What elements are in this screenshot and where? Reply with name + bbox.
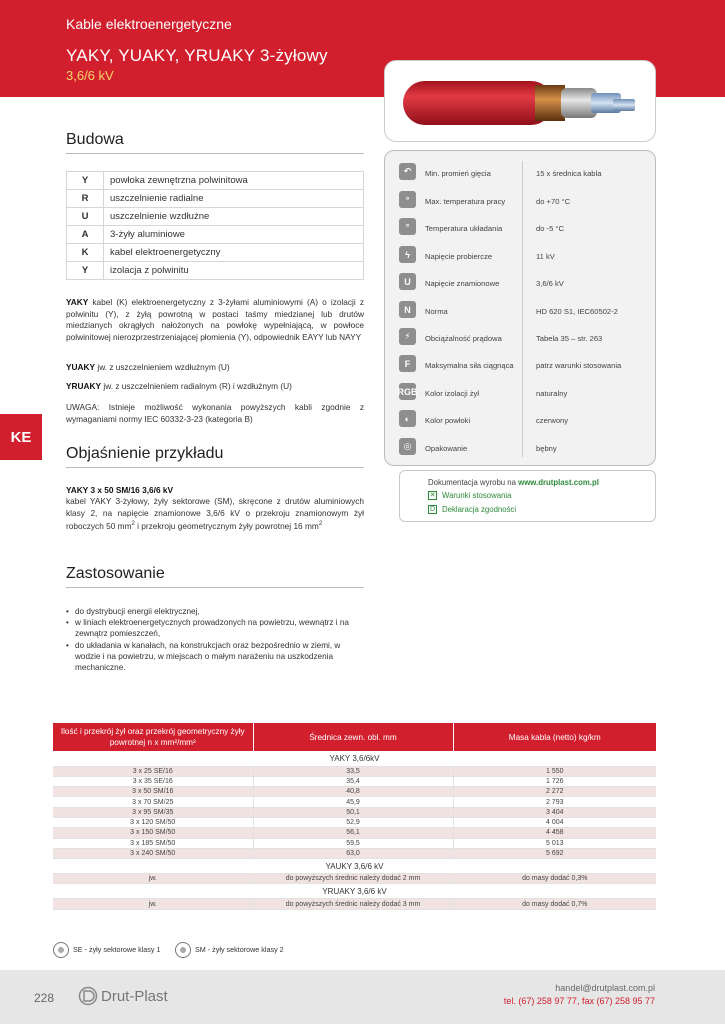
table-cell: 4 004 [453,817,656,827]
brand-logo: Drut-Plast [78,986,168,1006]
table-cell: 3 x 150 SM/50 [53,828,253,838]
table-cell: 3 x 95 SM/35 [53,807,253,817]
parameter-value: bębny [536,444,557,453]
table-row [67,244,364,262]
parameter-value: czerwony [536,416,569,425]
table-row [53,787,656,797]
column-header: Średnica zewn. obl. mm [253,723,453,751]
group-label: YAUKY 3,6/6 kV [53,859,656,874]
column-header: Masa kabla (netto) kg/km [453,723,656,751]
page-number: 228 [34,991,55,1005]
declaration-link[interactable]: D Deklaracja zgodności [429,505,517,514]
table-row [53,817,656,827]
parameter-label: Opakowanie [425,444,468,453]
table-cell: jw. [53,899,253,909]
table-cell: 52,9 [253,817,453,827]
budowa-letter: Y [67,172,104,190]
table-cell: 3 x 50 SM/16 [53,787,253,797]
usage-title: Zastosowanie [66,565,165,582]
parameter-row [385,298,657,325]
table-row [53,848,656,858]
group-row-yauky [53,859,656,874]
parameter-row [385,380,657,407]
table-cell: 59,5 [253,838,453,848]
parameter-row [385,160,657,187]
example-divider [66,467,364,468]
contact-email[interactable]: handel@drutplast.com.pl [555,983,655,993]
contact-phone: tel. (67) 258 97 77, fax (67) 258 95 77 [503,996,655,1006]
table-row [67,208,364,226]
parameter-value: naturalny [536,389,568,398]
parameter-label: Min. promień gięcia [425,169,491,178]
table-cell: do powyższych średnic należy dodać 3 mm [253,899,453,909]
table-row [67,190,364,208]
table-cell: 45,9 [253,797,453,807]
cable-image [384,60,656,142]
sector-core-icon [53,942,69,958]
budowa-divider [66,153,364,154]
budowa-desc: powłoka zewnętrzna polwinitowa [104,172,364,190]
table-cell: 1 726 [453,776,656,786]
table-cell: 5 013 [453,838,656,848]
parameter-value: do +70 °C [536,197,571,206]
parameter-value: HD 620 S1, IEC60502-2 [536,307,618,316]
table-cell: 2 793 [453,797,656,807]
group-row-yaky [53,751,656,766]
parameter-label: Norma [425,307,448,316]
iec-note: UWAGA: Istnieje możliwość wykonania powyższych kabli zgodnie z wymaganiami normy IEC 60332-3-23 (kategoria B) [66,402,364,424]
table-row [53,874,656,884]
test-voltage-icon: ϟ [399,246,416,263]
terms-link[interactable]: ✕ Warunki stosowania [429,491,512,500]
budowa-desc: 3-żyły aluminiowe [104,226,364,244]
parameter-label: Temperatura układania [425,224,503,233]
rated-voltage-icon: U [399,273,416,290]
max-temperature-icon: ° [399,191,416,208]
parameter-row [385,215,657,242]
table-row [67,262,364,280]
pulling-force-icon: F [399,355,416,372]
yaky-description: YAKY kabel (K) elektroenergetyczny z 3-żyłami aluminiowymi (A) o izolacji z polwinitu (Y), z żyłą powrotną w postaci taśmy miedzianej lub drutów miedzianych okrągłych nałożonych na powłokę wypełniającą, w powłoce polwinitowej nierozprzestrzeniającej płomienia (Y), odpowiednik EAYY lub NAYY [66,297,364,342]
group-label: YRUAKY 3,6/6 kV [53,884,656,899]
table-cell: 3 404 [453,807,656,817]
documentation-box [399,470,656,522]
parameter-value: patrz warunki stosowania [536,361,622,370]
table-cell: 40,8 [253,787,453,797]
document-icon: ✕ [429,492,436,500]
table-cell: 3 x 185 SM/50 [53,838,253,848]
table-row [53,828,656,838]
budowa-letter: R [67,190,104,208]
budowa-letter: A [67,226,104,244]
table-cell: do masy dodać 0,3% [453,874,656,884]
table-row [67,226,364,244]
laying-temperature-icon: ° [399,218,416,235]
table-row [53,899,656,909]
parameter-label: Kolor powłoki [425,416,471,425]
table-cell: 4 458 [453,828,656,838]
example-title: Objaśnienie przykładu [66,445,224,462]
sector-core-icon [175,942,191,958]
table-row [53,838,656,848]
table-row [53,797,656,807]
product-title: YAKY, YUAKY, YRUAKY 3-żyłowy [66,46,328,65]
parameter-row [385,435,657,462]
table-cell: 3 x 25 SE/16 [53,766,253,776]
parameter-row [385,270,657,297]
table-cell: 56,1 [253,828,453,838]
table-row [53,807,656,817]
budowa-letter: U [67,208,104,226]
table-cell: 3 x 240 SM/50 [53,848,253,858]
budowa-table [66,171,364,280]
column-header: Ilość i przekrój żył oraz przekrój geometryczny żyły powrotnej n x mm²/mm² [53,723,253,751]
budowa-desc: izolacja z polwinitu [104,262,364,280]
legend-se: SE - żyły sektorowe klasy 1 [53,942,160,958]
group-label: YAKY 3,6/6kV [53,751,656,766]
parameter-label: Napięcie znamionowe [425,279,500,288]
website-link[interactable]: www.drutplast.com.pl [518,478,599,487]
parameter-value: Tabela 35 – str. 263 [536,334,603,343]
table-cell: 2 272 [453,787,656,797]
parameter-label: Napięcie probiercze [425,252,493,261]
table-row [67,172,364,190]
parameter-row [385,243,657,270]
budowa-title: Budowa [66,131,124,148]
standard-icon: N [399,301,416,318]
table-row [53,766,656,776]
table-cell: 33,5 [253,766,453,776]
table-cell: 50,1 [253,807,453,817]
section-tab: KE [0,414,42,460]
parameter-value: do -5 °C [536,224,564,233]
product-voltage: 3,6/6 kV [66,68,114,83]
yruaky-description: YRUAKY jw. z uszczelnieniem radialnym (R) i wzdłużnym (U) [66,381,292,391]
parameter-label: Maksymalna siła ciągnąca [425,361,514,370]
table-cell: do powyższych średnic należy dodać 2 mm [253,874,453,884]
parameter-value: 3,6/6 kV [536,279,564,288]
budowa-desc: uszczelnienie radialne [104,190,364,208]
budowa-letter: K [67,244,104,262]
table-cell: 63,0 [253,848,453,858]
table-cell: 3 x 120 SM/50 [53,817,253,827]
usage-list [66,606,364,673]
table-cell: 3 x 35 SE/16 [53,776,253,786]
table-row [53,776,656,786]
table-cell: jw. [53,874,253,884]
parameter-label: Max. temperatura pracy [425,197,506,206]
table-cell: 35,4 [253,776,453,786]
table-cell: 3 x 70 SM/25 [53,797,253,807]
parameter-label: Obciążalność prądowa [425,334,502,343]
parameter-row [385,407,657,434]
yuaky-description: YUAKY jw. z uszczelnieniem wzdłużnym (U) [66,362,230,372]
documentation-text: Dokumentacja wyrobu na www.drutplast.com.pl [428,478,599,487]
insulation-color-icon: RGB [399,383,416,400]
parameter-row [385,325,657,352]
packaging-icon: ◎ [399,438,416,455]
budowa-desc: kabel elektroenergetyczny [104,244,364,262]
table-cell: 5 692 [453,848,656,858]
parameters-panel [384,150,656,466]
list-item: • w liniach elektroenergetycznych prowadzonych na powietrzu, wewnątrz i na zewnątrz pomieszczeń, [66,617,364,639]
list-item: • do układania w kanałach, na konstrukcjach oraz bezpośrednio w ziemi, w wodzie i na powietrzu, w miejscach o małym narażeniu na uszkodzenia mechaniczne. [66,640,364,674]
budowa-letter: Y [67,262,104,280]
example-text: kabel YAKY 3-żyłowy, żyły sektorowe (SM), skręcone z drutów aluminiowych klasy 2, na napięcie znamionowe 3,6/6 kV o przekroju znamionowym żył roboczych 50 $mm^2$ i przekroju geometrycznym żyły powrotnej 16 $mm^2$ [66,496,364,531]
brand-logo-icon [78,986,98,1006]
parameter-value: 15 x średnica kabla [536,169,602,178]
category-title: Kable elektroenergetyczne [66,16,232,32]
bend-radius-icon: ↶ [399,163,416,180]
budowa-desc: uszczelnienie wzdłużne [104,208,364,226]
document-icon: D [429,506,436,514]
current-load-icon: ⚡ [399,328,416,345]
parameter-row [385,188,657,215]
page-footer [0,970,725,1024]
usage-divider [66,587,364,588]
legend-sm: SM - żyły sektorowe klasy 2 [175,942,284,958]
sheath-color-icon: ◐ [399,410,416,427]
table-cell: 1 550 [453,766,656,776]
table-cell: do masy dodać 0,7% [453,899,656,909]
example-designation: YAKY 3 x 50 SM/16 3,6/6 kV [66,485,174,495]
parameter-row [385,352,657,379]
list-item: • do dystrybucji energii elektrycznej, [66,606,364,617]
parameter-label: Kolor izolacji żył [425,389,480,398]
parameter-value: 11 kV [536,252,555,261]
cable-data-table [53,723,656,910]
group-row-yruaky [53,884,656,899]
